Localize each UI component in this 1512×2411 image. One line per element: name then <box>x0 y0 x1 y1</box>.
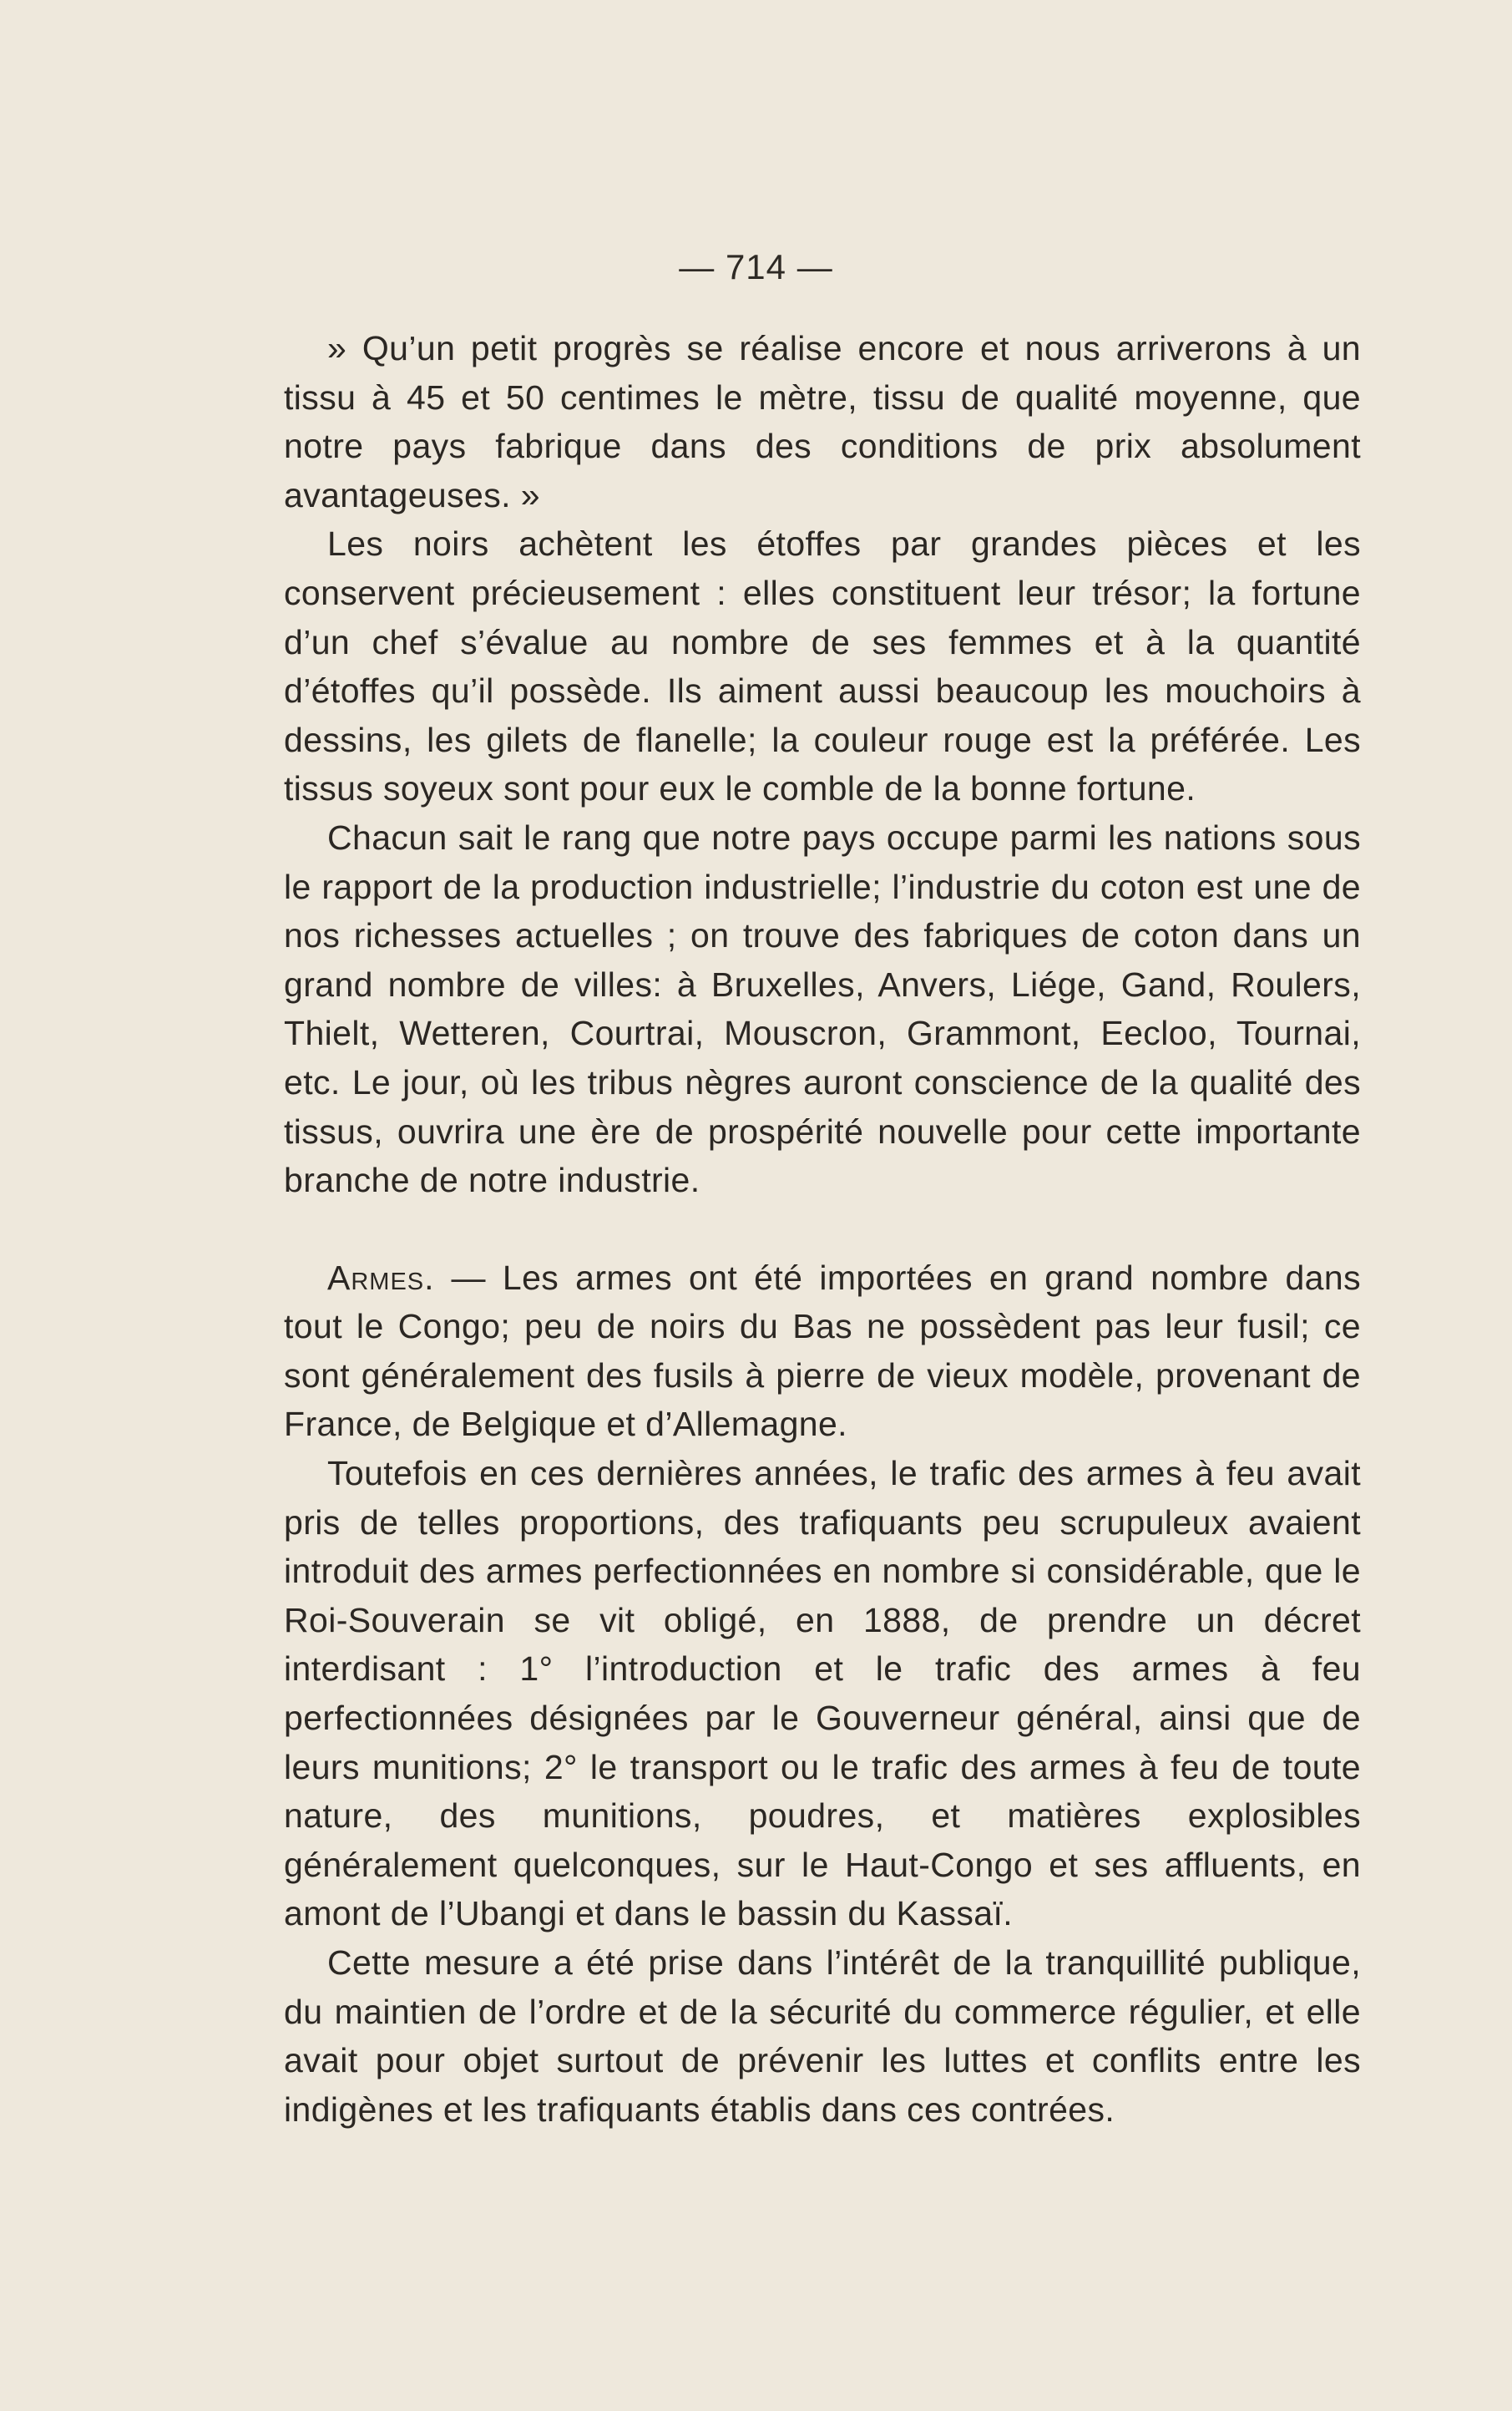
paragraph-noirs-etoffes: Les noirs achètent les étoffes par grandes pièces et les conservent précieusement : elles constituent leur trésor; la fortune d’un chef s’évalue au nombre de ses femmes et à la quantité d’étoffes qu’il possède. Ils aiment aussi beaucoup les mouchoirs à dessins, les gilets de flanelle; la couleur rouge est la préférée. Les tissus soyeux sont pour eux le comble de la bonne fortune. <box>284 524 1361 808</box>
section-heading-armes: Armes. <box>327 1258 435 1297</box>
paragraph-mesure: Cette mesure a été prise dans l’intérêt de la tranquillité publique, du maintien de l’ordre et de la sécurité du commerce régulier, et elle avait pour objet surtout de prévenir les luttes et conflits entre les indigènes et les trafiquants établis dans ces contrées. <box>284 1943 1361 2129</box>
body-text <box>284 324 1361 2134</box>
paragraph-industrie-coton: Chacun sait le rang que notre pays occupe parmi les nations sous le rapport de la production industrielle; l’industrie du coton est une de nos richesses actuelles ; on trouve des fabriques de coton dans un grand nombre de villes: à Bruxelles, Anvers, Liége, Gand, Roulers, Thielt, Wetteren, Courtrai, Mouscron, Grammont, Eecloo, Tournai, etc. Le jour, où les tribus nègres auront conscience de la qualité des tissus, ouvrira une ère de prospérité nouvelle pour cette importante branche de notre industrie. <box>284 818 1361 1200</box>
page-number: — 714 — <box>679 247 833 286</box>
paragraph-armes-text: — Les armes ont été importées en grand nombre dans tout le Congo; peu de noirs du Bas ne possèdent pas leur fusil; ce sont généralement des fusils à pierre de vieux modèle, provenant de France, de Belgique et d’Allemagne. <box>284 1258 1361 1444</box>
paragraph-armes <box>284 1254 1361 1449</box>
paragraph-quote-end: » Qu’un petit progrès se réalise encore et nous arriverons à un tissu à 45 et 50 centimes le mètre, tissu de qualité moyenne, que notre pays fabrique dans des conditions de prix absolument avantageuses. » <box>284 329 1361 514</box>
paragraph-trafic-armes: Toutefois en ces dernières années, le trafic des armes à feu avait pris de telles proportions, des trafiquants peu scrupuleux avaient introduit des armes perfectionnées en nombre si considérable, que le Roi-Souverain se vit obligé, en 1888, de prendre un décret interdisant : 1° l’introduction et le trafic des armes à feu perfectionnées désignées par le Gouverneur général, ainsi que de leurs munitions; 2° le transport ou le trafic des armes à feu de toute nature, des munitions, poudres, et matières explosibles généralement quelconques, sur le Haut-Congo et ses affluents, en amont de l’Ubangi et dans le bassin du Kassaï. <box>284 1454 1361 1933</box>
